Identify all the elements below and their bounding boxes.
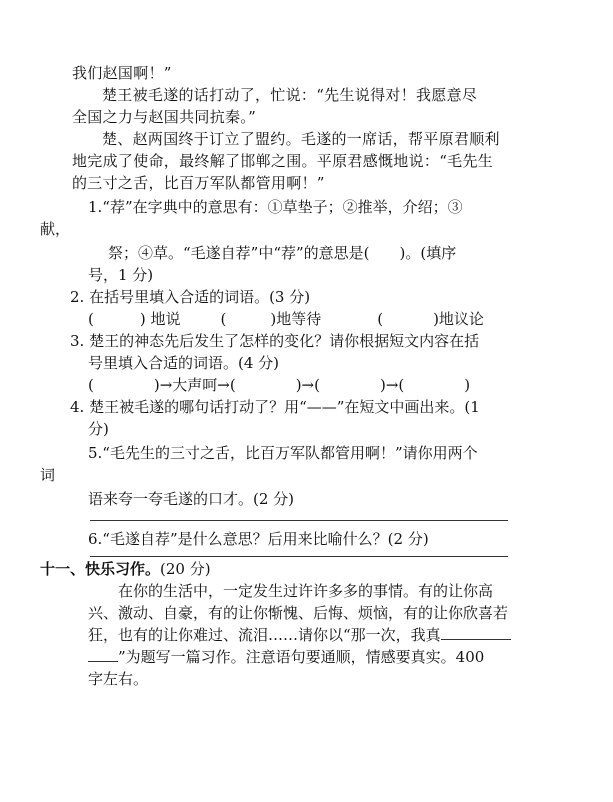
blank-1-open[interactable]: ( [88,310,94,328]
story-line-2: 楚王被毛遂的话打动了，忙说：“先生说得对！我愿意尽 [102,86,478,104]
question-5-wrap: 词 [40,466,56,484]
blank-3-open[interactable]: ( [377,310,384,328]
question-3-chain [88,374,470,396]
story-line-4: 楚、赵两国终于订立了盟约。毛遂的一席话，帮平原君顺利 [102,130,500,148]
chain-part-2: )→( [295,376,320,394]
story-line-3: 全国之力与赵国共同抗秦。” [72,108,257,126]
blank-2-open[interactable]: ( [220,310,227,328]
question-1-line-3: 号，1 分) [88,266,154,284]
title-blank[interactable] [441,625,511,640]
chain-blank-1-open[interactable]: ( [88,376,94,394]
blank-2-close: )地等待 [270,310,322,328]
question-4-line-2: 分) [88,420,109,438]
writing-prompt-line-2: 兴、激动、自豪，有的让你惭愧、后悔、烦恼，有的让你欣喜若 [88,604,509,622]
question-6-answer-line[interactable] [90,556,508,557]
chain-end: ) [464,376,471,394]
chain-part-1: )→大声呵→( [153,376,236,394]
question-5-line-1: 5.“毛先生的三寸之舌，比百万军队都管用啊！”请你用两个 [88,444,478,462]
writing-prompt-line-4 [88,646,484,668]
section-11-points: (20 分) [160,560,211,578]
question-3-line-2: 号里填入合适的词语。(4 分) [88,354,280,372]
question-6-prompt: 6.“毛遂自荐”是什么意思？后用来比喻什么？(2 分) [88,530,429,548]
question-2-blanks [88,308,484,330]
story-line-6: 的三寸之舌，比百万军队都管用啊！” [72,174,325,192]
title-blank-continued[interactable] [88,647,118,662]
chain-part-3: )→( [379,376,405,394]
question-5-line-2: 语来夸一夸毛遂的口才。(2 分) [88,490,295,508]
blank-1-close: ) 地说 [139,310,181,328]
writing-prompt-line-1: 在你的生活中，一定发生过许许多多的事情。有的让你高 [118,582,494,600]
question-3-line-1: 3. 楚王的神态先后发生了怎样的变化？请你根据短文内容在括 [70,332,480,350]
question-1-line-2: 祭；④草。“毛遂自荐”中“荐”的意思是( )。(填序 [108,244,457,262]
story-line-1: 我们赵国啊！” [72,64,172,82]
question-1-wrap: 献， [40,220,71,238]
writing-prompt-line-5: 字左右。 [88,670,149,688]
story-line-5: 地完成了使命，最终解了邯郸之围。平原君感慨地说：“毛先生 [72,152,494,170]
question-2-prompt: 2. 在括号里填入合适的词语。(3 分) [70,288,311,306]
question-5-answer-line[interactable] [90,520,508,521]
question-4-line-1: 4. 楚王被毛遂的哪句话打动了？用“——”在短文中画出来。(1 [70,398,480,416]
section-11-header [40,558,211,580]
section-11-heading: 十一、快乐习作。 [40,560,161,578]
writing-prompt-line-3-text: 狂，也有的让你难过、流泪……请你以“那一次，我真 [88,626,441,644]
writing-prompt-line-3 [88,624,511,646]
blank-3-close: )地议论 [433,310,484,328]
question-1-line-1: 1.“荐”在字典中的意思有：①草垫子；②推举，介绍；③ [88,198,463,216]
writing-prompt-line-4-text: ”为题写一篇习作。注意语句要通顺，情感要真实。400 [118,648,485,666]
